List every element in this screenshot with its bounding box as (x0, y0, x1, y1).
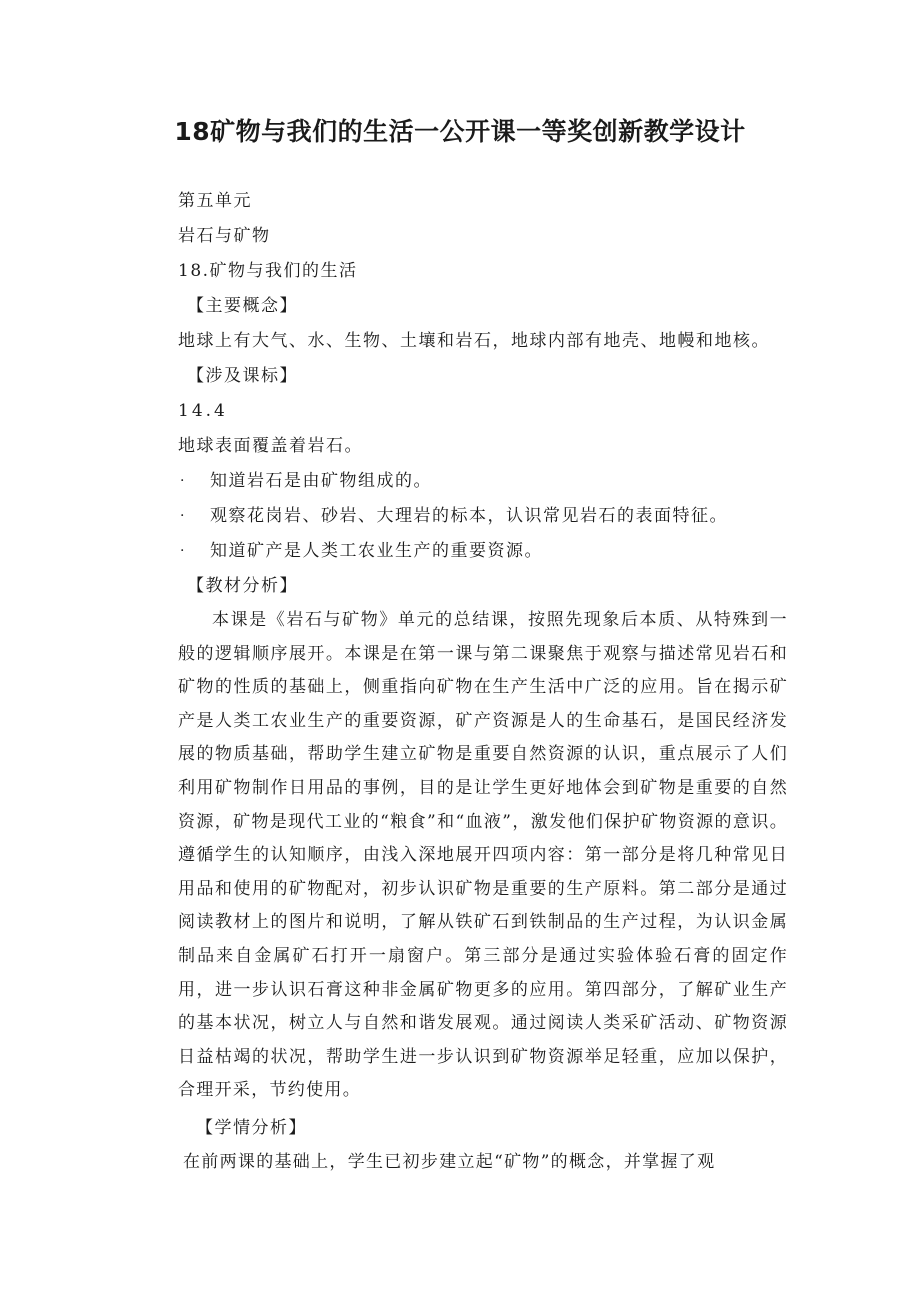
list-item (178, 499, 798, 534)
textbook-analysis-text: 本课是《岩石与矿物》单元的总结课，按照先现象后本质、从特殊到一般的逻辑顺序展开。本课是在第一课与第二课聚焦于观察与描述常见岩石和矿物的性质的基础上，侧重指向矿物在生产生活中广泛的应用。旨在揭示矿产是人类工农业生产的重要资源，矿产资源是人的生命基石，是国民经济发展的物质基础，帮助学生建立矿物是重要自然资源的认识，重点展示了人们利用矿物制作日用品的事例，目的是让学生更好地体会到矿物是重要的自然资源，矿物是现代工业的“粮食”和“血液”，激发他们保护矿物资源的意识。遵循学生的认知顺序，由浅入深地展开四项内容：第一部分是将几种常见日用品和使用的矿物配对，初步认识矿物是重要的生产原料。第二部分是通过阅读教材上的图片和说明，了解从铁矿石到铁制品的生产过程，为认识金属制品来自金属矿石打开一扇窗户。第三部分是通过实验体验石膏的固定作用，进一步认识石膏这种非金属矿物更多的应用。第四部分，了解矿业生产的基本状况，树立人与自然和谐发展观。通过阅读人类采矿活动、矿物资源日益枯竭的状况，帮助学生进一步认识到矿物资源举足轻重，应加以保护，合理开采，节约使用。 (178, 610, 788, 1101)
list-item (178, 464, 798, 499)
student-analysis-heading: 【学情分析】 (196, 1117, 307, 1138)
standard-bullet-list (178, 464, 798, 569)
document-body (178, 184, 798, 1180)
standard-statement: 地球表面覆盖着岩石。 (178, 436, 363, 456)
main-concept-heading: 【主要概念】 (187, 296, 298, 316)
standards-heading: 【涉及课标】 (187, 366, 298, 386)
list-item (178, 534, 798, 569)
unit-label: 第五单元 (178, 191, 252, 211)
document-title: 18矿物与我们的生活一公开课一等奖创新教学设计 (174, 117, 746, 146)
bullet-icon: · (180, 543, 186, 559)
student-analysis-text: 在前两课的基础上，学生已初步建立起“矿物”的概念，并掌握了观 (183, 1151, 716, 1172)
standard-code: 14.4 (178, 401, 228, 421)
bullet-icon: · (180, 473, 186, 489)
main-concept-text: 地球上有大气、水、生物、土壤和岩石，地球内部有地壳、地幔和地核。 (178, 331, 770, 351)
list-item-text: 知道岩石是由矿物组成的。 (210, 471, 432, 491)
list-item-text: 知道矿产是人类工农业生产的重要资源。 (210, 541, 543, 561)
textbook-analysis-heading: 【教材分析】 (187, 576, 298, 596)
lesson-title: 18.矿物与我们的生活 (178, 261, 358, 281)
bullet-icon: · (180, 508, 186, 524)
list-item-text: 观察花岗岩、砂岩、大理岩的标本，认识常见岩石的表面特征。 (210, 506, 728, 526)
unit-name: 岩石与矿物 (178, 226, 271, 246)
